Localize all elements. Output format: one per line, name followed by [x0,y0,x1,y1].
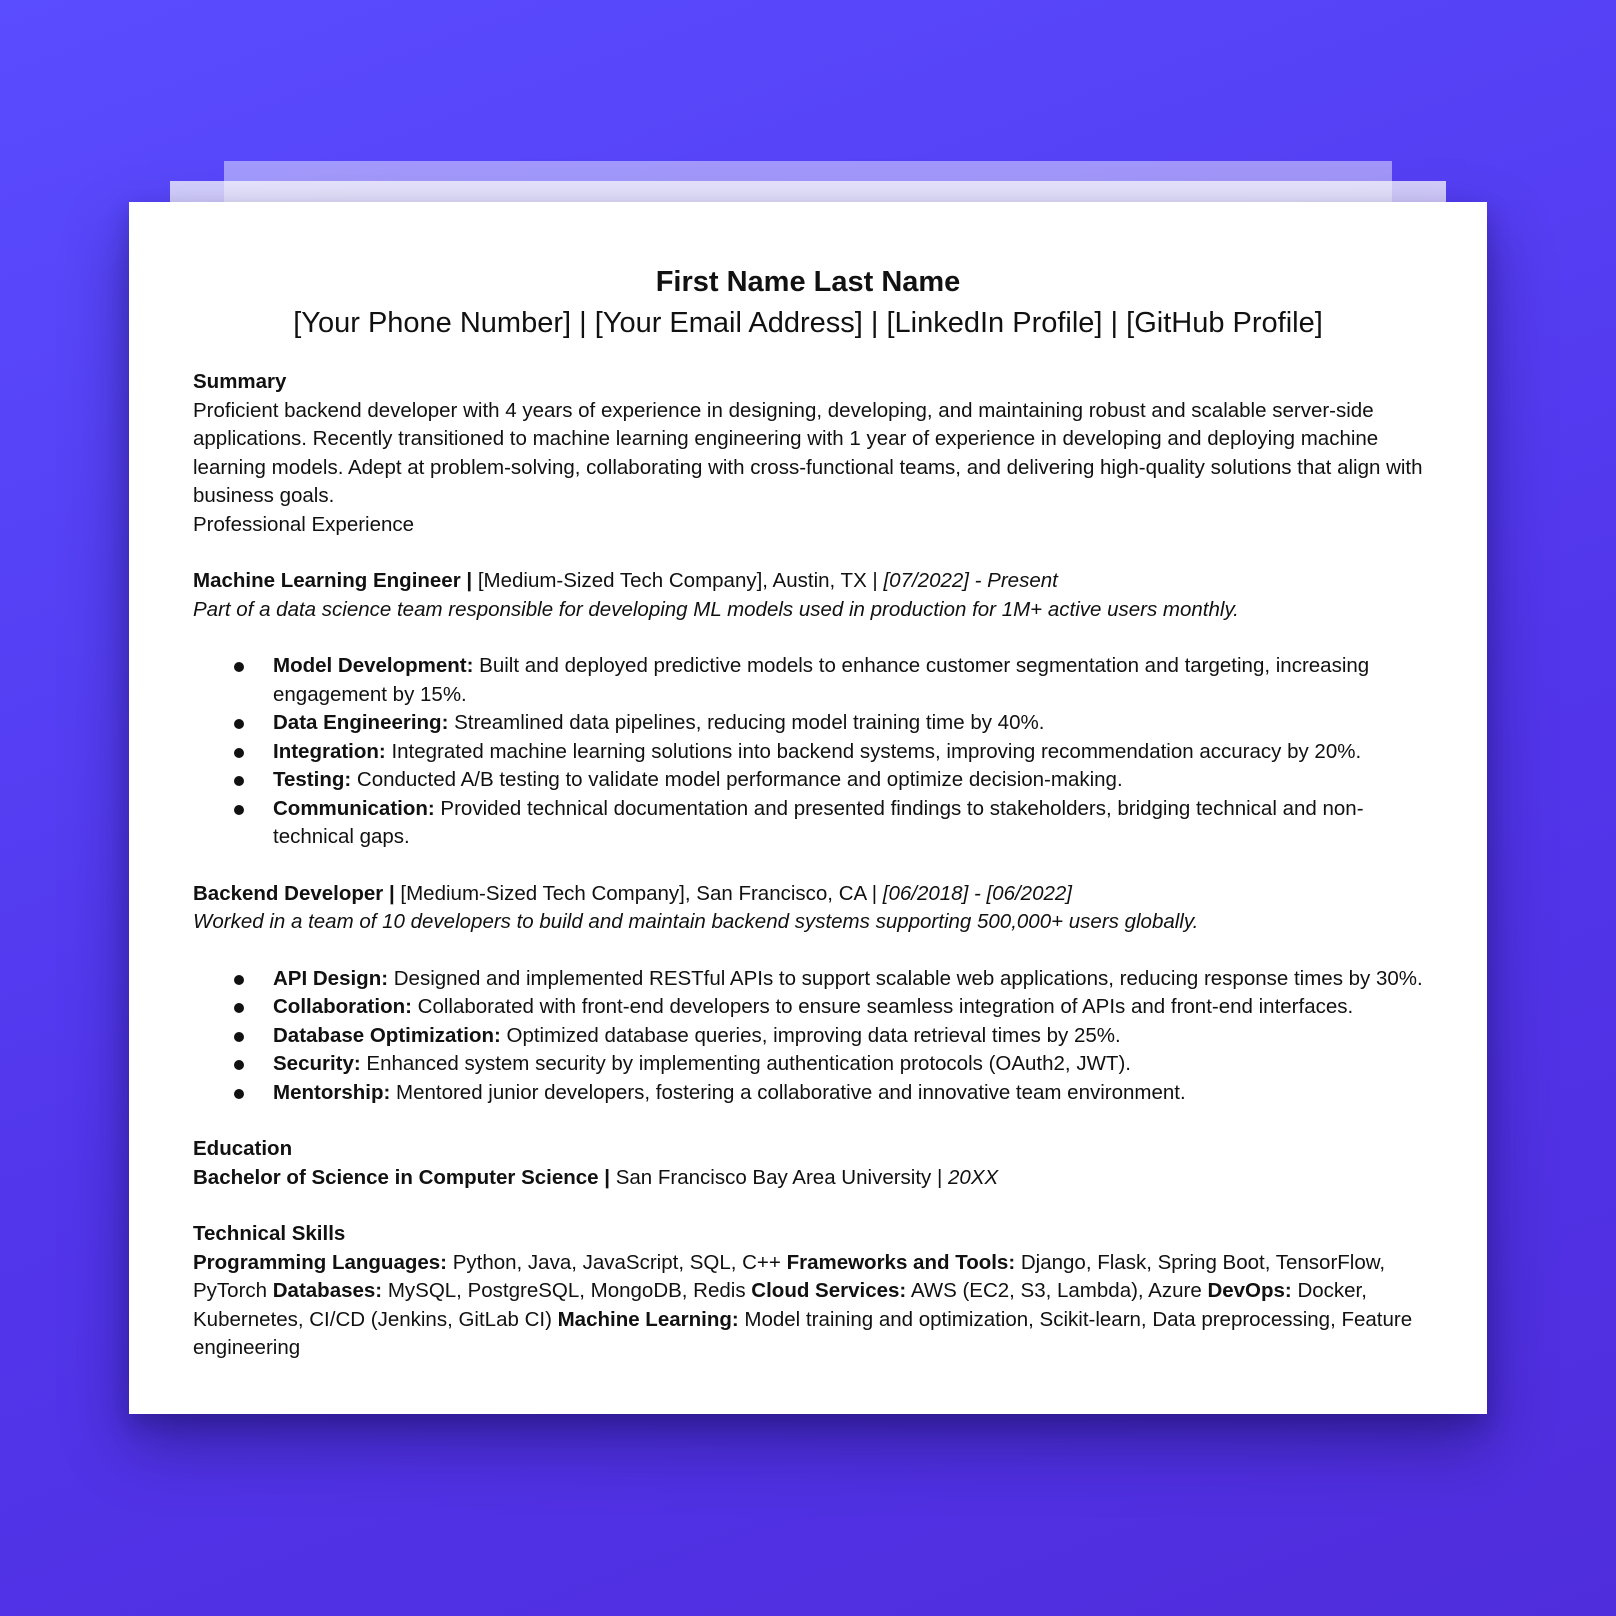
summary-text: Proficient backend developer with 4 years of experience in designing, developing, and maintaining robust and scalable server-side applications. Recently transitioned to machine learning engineering with 1 year of experience in developing and deploying machine learning models. Adept at problem-solving, collaborating with cross-functional teams, and delivering high-quality solutions that align with business goals. [193,398,1423,507]
bullet-label: Mentorship: [273,1080,391,1104]
list-item [193,1079,1423,1108]
bullet-icon [234,975,244,985]
skill-label: Frameworks and Tools: [786,1250,1016,1274]
bullet-label: Communication: [273,796,435,820]
bullet-label: Testing: [273,768,352,791]
bullet-icon [234,748,244,758]
skill-label: Databases: [272,1279,383,1302]
bullet-label: Security: [273,1052,361,1075]
job-title: Backend Developer | [193,881,395,905]
bullet-icon [234,662,244,672]
list-item [193,1050,1423,1079]
skill-text: Model training and optimization, Scikit-learn, Data preprocessing, Feature engineering [193,1307,1413,1359]
experience-heading: Professional Experience [193,512,415,536]
bullet-icon [234,776,244,786]
list-item [193,795,1423,852]
bullet-icon [234,719,244,729]
summary-heading: Summary [193,370,287,393]
list-item [193,766,1423,795]
bullet-label: Collaboration: [273,995,412,1018]
job-dates: [06/2018] - [06/2022] [882,881,1072,905]
education-heading: Education [193,1137,293,1160]
job-header [193,880,1423,909]
skill-text: Django, Flask, Spring Boot, TensorFlow, PyTorch [193,1250,1386,1302]
skills-heading: Technical Skills [193,1222,346,1245]
bullet-text: Built and deployed predictive models to enhance customer segmentation and targeting, increasing engagement by 15%. [273,654,1370,706]
bullet-text: Integrated machine learning solutions into backend systems, improving recommendation accuracy by 20%. [385,739,1362,763]
bullet-icon [234,1032,244,1042]
skill-text: Docker, Kubernetes, CI/CD (Jenkins, GitLab CI) [193,1279,1367,1331]
bullet-text: Optimized database queries, improving data retrieval times by 25%. [500,1023,1121,1047]
skill-text: Python, Java, JavaScript, SQL, C++ [447,1250,787,1274]
skill-text: MySQL, PostgreSQL, MongoDB, Redis [382,1279,752,1302]
bullet-text: Mentored junior developers, fostering a collaborative and innovative team environment. [390,1080,1186,1104]
bullet-text: Enhanced system security by implementing authentication protocols (OAuth2, JWT). [360,1052,1131,1075]
bullet-label: Data Engineering: [273,711,449,734]
bullet-text: Collaborated with front-end developers to ensure seamless integration of APIs and front-end interfaces. [411,995,1354,1018]
bullet-label: Database Optimization: [273,1023,501,1047]
skills-paragraph [193,1249,1423,1363]
resume-name: First Name Last Name [655,266,961,298]
bullet-text: Streamlined data pipelines, reducing model training time by 40%. [448,711,1045,734]
job-company: [Medium-Sized Tech Company], San Francisco, CA | [394,881,883,905]
skill-label: DevOps: [1207,1279,1292,1302]
bullet-label: API Design: [273,966,389,990]
bullet-label: Model Development: [273,654,474,677]
education-entry [193,1164,1423,1193]
list-item [193,1022,1423,1051]
list-item [193,738,1423,767]
list-item [193,652,1423,709]
bullet-text: Provided technical documentation and presented findings to stakeholders, bridging technical and non-technical gaps. [273,796,1364,848]
job-bullet-list [193,652,1423,852]
job-description: Part of a data science team responsible for developing ML models used in production for 1M+ active users monthly. [193,597,1239,621]
bullet-icon [234,1060,244,1070]
skill-text: AWS (EC2, S3, Lambda), Azure [906,1279,1208,1302]
education-degree: Bachelor of Science in Computer Science | [193,1165,610,1189]
education-year: 20XX [948,1165,999,1189]
list-item [193,965,1423,994]
job-company: [Medium-Sized Tech Company], Austin, TX | [472,569,884,592]
job-header [193,567,1423,596]
bullet-icon [234,805,244,815]
bullet-icon [234,1089,244,1099]
bullet-label: Integration: [273,739,386,763]
job-title: Machine Learning Engineer | [193,569,473,592]
skill-label: Programming Languages: [193,1250,448,1274]
contact-line: [Your Phone Number] | [Your Email Address] | [LinkedIn Profile] | [GitHub Profile] [293,307,1323,339]
job-bullet-list [193,965,1423,1108]
skill-label: Cloud Services: [751,1279,907,1302]
bullet-text: Conducted A/B testing to validate model performance and optimize decision-making. [351,768,1123,791]
bullet-text: Designed and implemented RESTful APIs to support scalable web applications, reducing response times by 30%. [388,966,1423,990]
resume-page [129,202,1487,1414]
list-item [193,709,1423,738]
bullet-icon [234,1003,244,1013]
job-dates: [07/2022] - Present [883,569,1058,592]
education-school: San Francisco Bay Area University | [610,1165,949,1189]
skill-label: Machine Learning: [557,1307,739,1331]
list-item [193,993,1423,1022]
job-description: Worked in a team of 10 developers to build and maintain backend systems supporting 500,000+ users globally. [193,910,1199,933]
